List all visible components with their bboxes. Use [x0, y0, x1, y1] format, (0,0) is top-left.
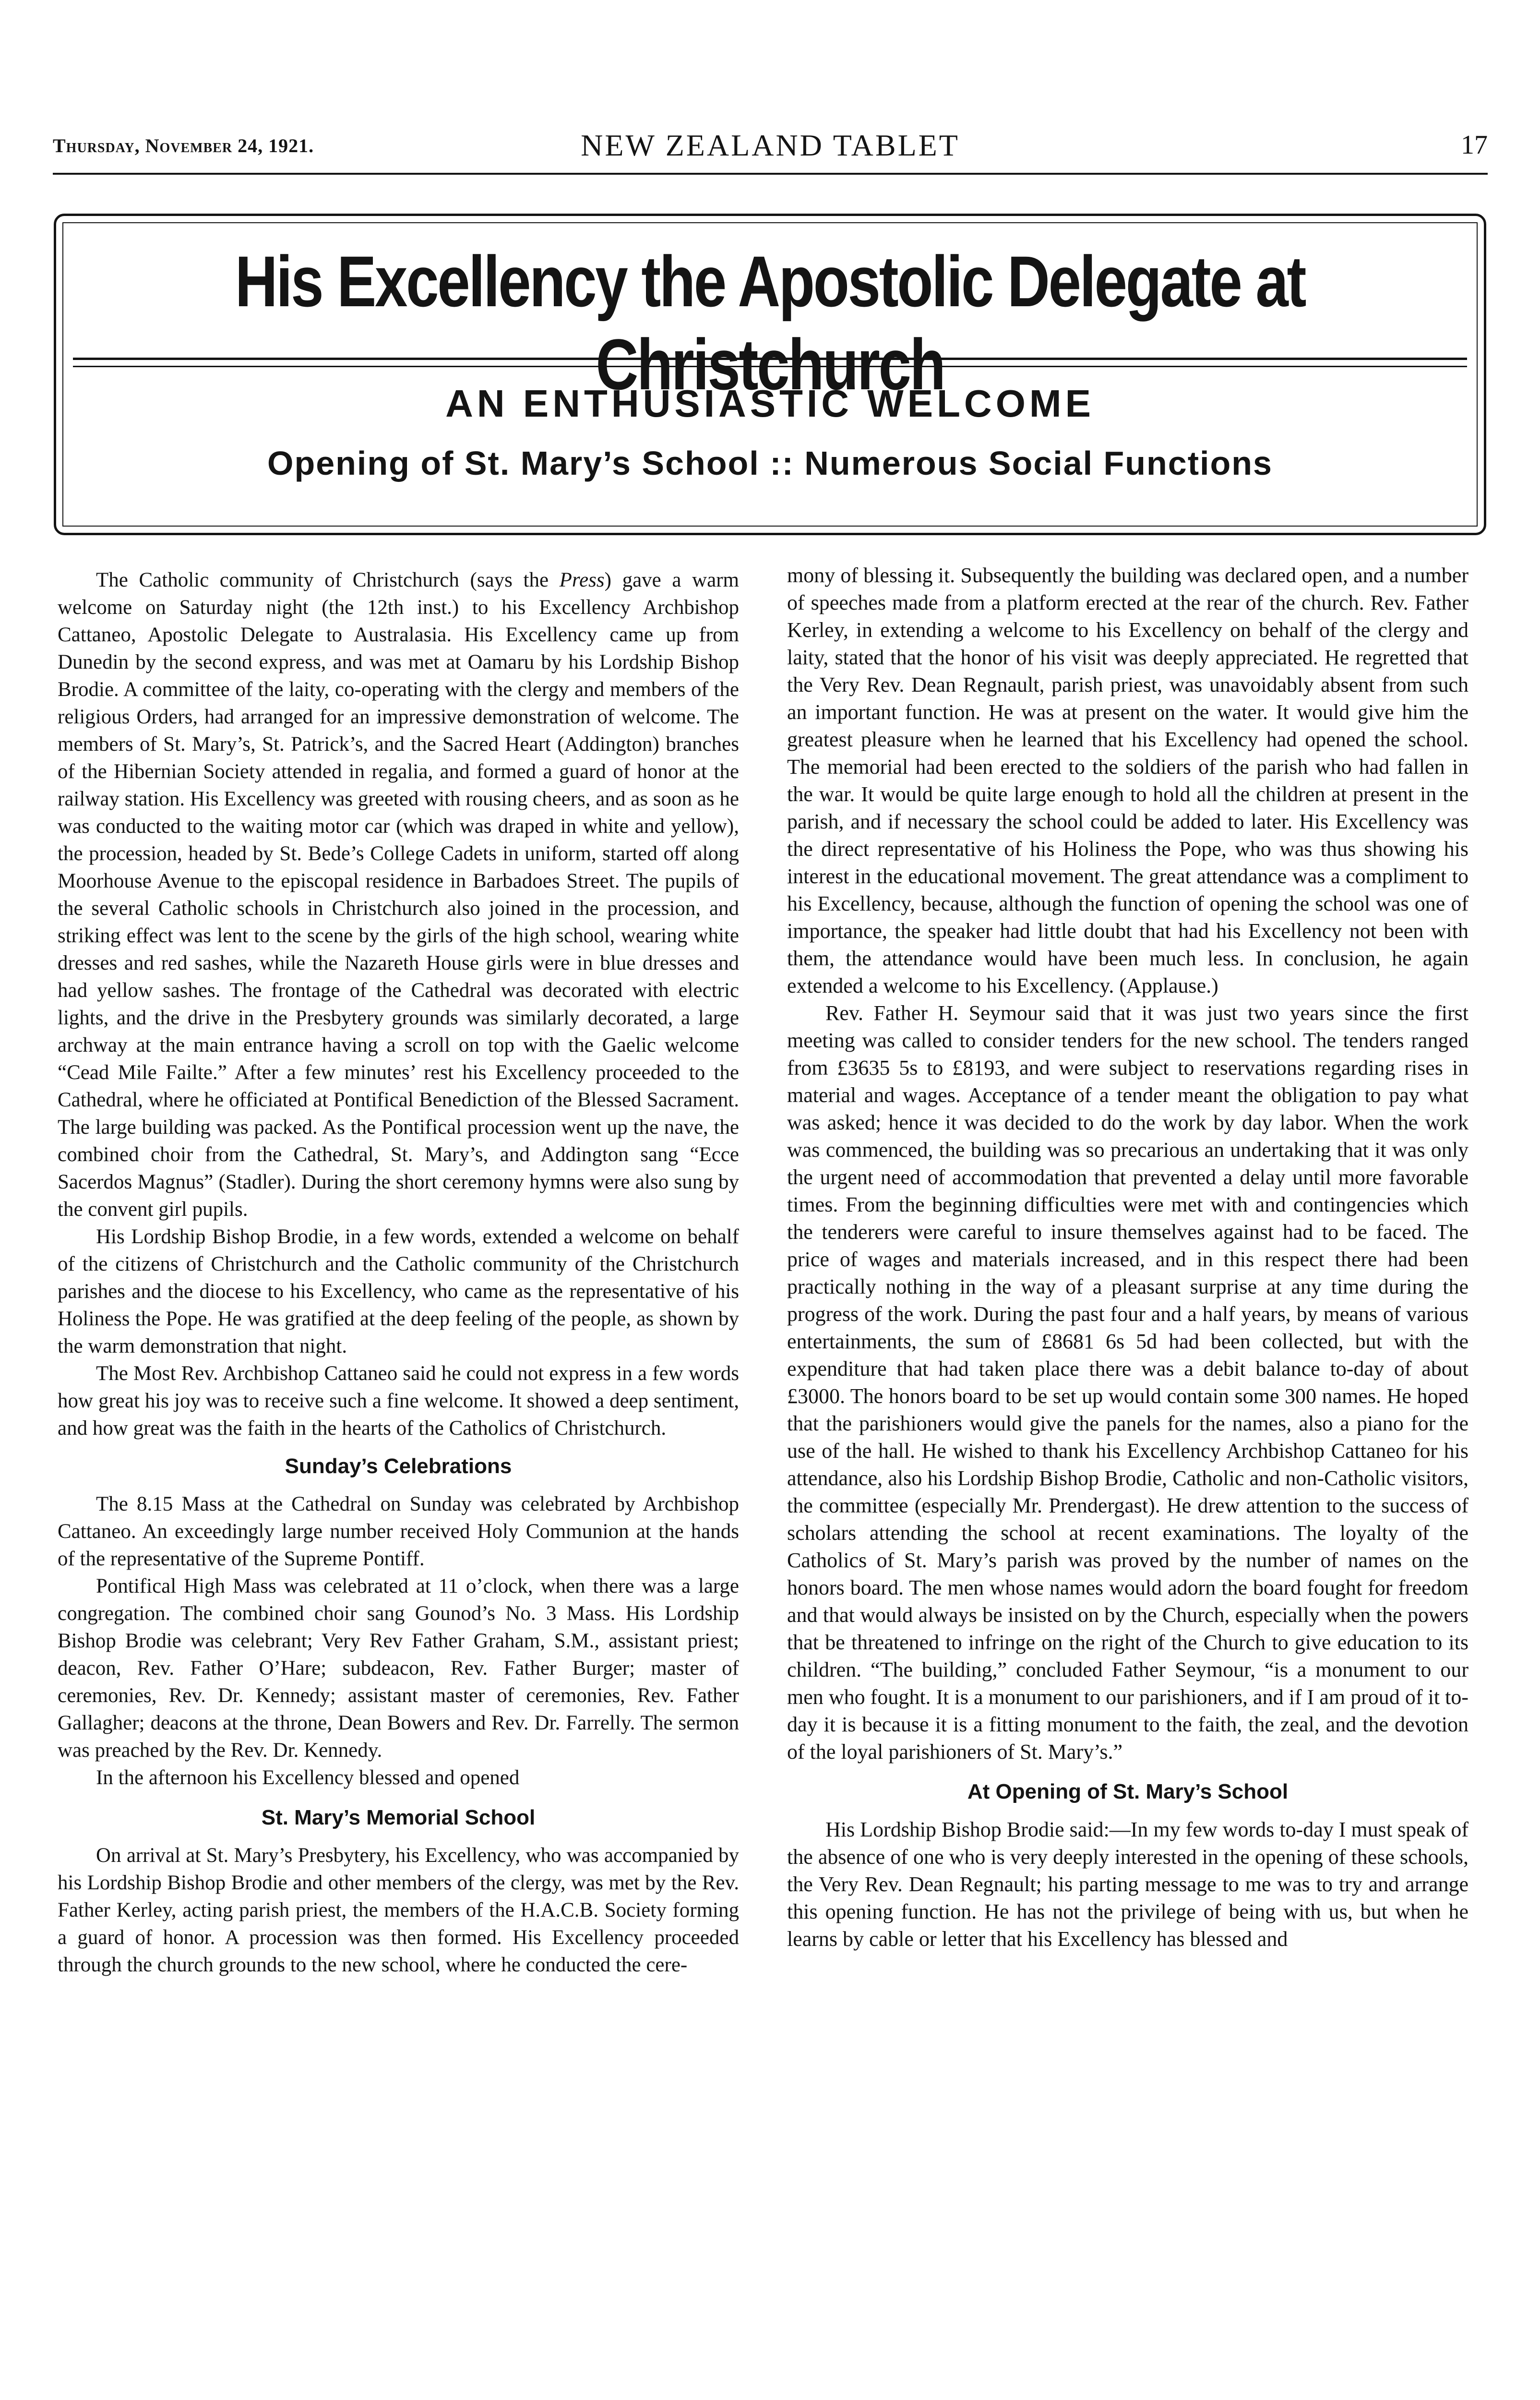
- paragraph-text: The Catholic community of Christchurch (says the: [96, 569, 560, 591]
- paragraph: Pontifical High Mass was celebrated at 11 o’clock, when there was a large congregation. The combined choir sang Gounod’s No. 3 Mass. His Lordship Bishop Brodie was celebrant; Very Rev Father Graham, S.M., assistant priest; deacon, Rev. Father O’Hare; subdeacon, Rev. Father Burger; master of ceremonies, Rev. Dr. Kennedy; assistant master of ceremonies, Rev. Father Gallagher; deacons at the throne, Dean Bowers and Rev. Dr. Farrelly. The sermon was preached by the Rev. Dr. Kennedy.: [58, 1575, 739, 1762]
- right-column: [787, 562, 1468, 1953]
- paragraph: On arrival at St. Mary’s Presbytery, his Excellency, who was accompanied by his Lordship Bishop Brodie and other members of the clergy, was met by the Rev. Father Kerley, acting parish priest, the members of the H.A.C.B. Society forming a guard of honor. A procession was then formed. His Excellency proceeded through the church grounds to the new school, where he conducted the cere-: [58, 1844, 739, 1976]
- paragraph: His Lordship Bishop Brodie said:—In my few words to-day I must speak of the absence of one who is very deeply interested in the opening of these schools, the Very Rev. Dean Regnault; his parting message to me was to try and arrange this opening function. He has not the privilege of being with us, but when he learns by cable or letter that his Excellency has blessed and: [787, 1818, 1468, 1951]
- paragraph: In the afternoon his Excellency blessed and opened: [96, 1766, 520, 1789]
- article-banner: [54, 214, 1486, 535]
- header-rule: [53, 173, 1488, 175]
- paragraph-text: ) gave a warm welcome on Saturday night (the 12th inst.) to his Excellency Archbishop Cattaneo, Apostolic Delegate to Australasia. His Excellency came up from Dunedin by the second express, and was met at Oamaru by his Lordship Bishop Brodie. A committee of the laity, co-operating with the clergy and members of the religious Orders, had arranged for an impressive demonstration of welcome. The members of St. Mary’s, St. Patrick’s, and the Sacred Heart (Addington) branches of the Hibernian Society attended in regalia, and formed a guard of honor at the railway station. His Excellency was greeted with rousing cheers, and as soon as he was conducted to the waiting motor car (which was draped in white and yellow), the procession, headed by St. Bede’s College Cadets in uniform, started off along Moorhouse Avenue to the episcopal residence in Barbadoes Street. The pupils of the several Catholic schools in Christchurch also joined in the procession, and striking effect was lent to the scene by the girls of the high school, wearing white dresses and red sashes, while the Nazareth House girls were in blue dresses and had yellow sashes. The frontage of the Cathedral was decorated with electric lights, and the drive in the Presbytery grounds was similarly decorated, a large archway at the main entrance having a scroll on top with the Gaelic welcome “Cead Mile Failte.” After a few minutes’ rest his Excellency proceeded to the Cathedral, where he officiated at Pontifical Benediction of the Blessed Sacrament. The large building was packed. As the Pontifical procession went up the nave, the combined choir from the Cathedral, St. Mary’s, and Addington sang “Ecce Sacerdos Magnus” (Stadler). During the short ceremony hymns were also sung by the convent girl pupils.: [58, 569, 739, 1221]
- paragraph: His Lordship Bishop Brodie, in a few words, extended a welcome on behalf of the citizens of Christchurch and the Catholic community of the Christchurch parishes and the diocese to his Excellency, who came as the representative of his Holiness the Pope. He was gratified at the deep feeling of the people, as shown by the warm demonstration that night.: [58, 1225, 739, 1357]
- paragraph: Rev. Father H. Seymour said that it was just two years since the first meeting was called to consider tenders for the new school. The tenders ranged from £3635 5s to £8193, and were subject to reservations regarding rises in material and wages. Acceptance of a tender meant the obligation to pay what was asked; hence it was decided to do the work by day labor. When the work was commenced, the building was so precarious an undertaking that it was only the urgent need of accommodation that prevented a delay until more favorable times. From the beginning difficulties were met with and contingencies which the tenderers were careful to insure themselves against had to be faced. The price of wages and materials increased, and in this respect there had been practically nothing in the way of a pleasant surprise at any time during the progress of the work. During the past four and a half years, by means of various entertainments, the sum of £8681 6s 5d had been collected, but with the expenditure that had taken place there was a debit balance to-day of about £3000. The honors board to be set up would contain some 300 names. He hoped that the parishioners would give the panels for the names, also a piano for the use of the hall. He wished to thank his Excellency Archbishop Cattaneo for his attendance, also his Lordship Bishop Brodie, Catholic and non-Catholic visitors, the committee (especially Mr. Prendergast). He drew attention to the success of scholars attending the school at recent examinations. The loyalty of the Catholics of St. Mary’s parish was proved by the number of names on the honors board. The men whose names would adorn the board fought for freedom and that would always be insisted on by the Church, especially when the powers that be threatened to infringe on the right of the Church to give education to its children. “The building,” concluded Father Seymour, “is a monument to our men who fought. It is a monument to our parishioners, and if I am proud of it to-day it is because it is a fitting monument to the faith, the zeal, and the devotion of the loyal parishioners of St. Mary’s.”: [787, 1001, 1468, 1764]
- running-header: [53, 124, 1488, 167]
- banner-divider: [73, 358, 1467, 367]
- page-number: 17: [1461, 130, 1488, 160]
- press-italic: Press: [559, 569, 605, 591]
- section-heading-sunday: Sunday’s Celebrations: [285, 1454, 512, 1478]
- section-heading-memorial: St. Mary’s Memorial School: [261, 1806, 536, 1829]
- paragraph: The 8.15 Mass at the Cathedral on Sunday was celebrated by Archbishop Cattaneo. An exceedingly large number received Holy Communion at the hands of the representative of the Supreme Pontiff.: [58, 1493, 739, 1570]
- article-headline: His Excellency the Apostolic Delegate at Christchurch: [235, 241, 1305, 405]
- newspaper-title: NEW ZEALAND TABLET: [581, 128, 960, 162]
- article-subhead: AN ENTHUSIASTIC WELCOME: [445, 382, 1095, 425]
- paragraph: The Most Rev. Archbishop Cattaneo said he could not express in a few words how great his joy was to receive such a fine welcome. It showed a deep sentiment, and how great was the faith in the hearts of the Catholics of Christchurch.: [58, 1362, 739, 1440]
- paragraph: mony of blessing it. Subsequently the building was declared open, and a number of speeches made from a platform erected at the rear of the church. Rev. Father Kerley, in extending a welcome to his Excellency on behalf of the clergy and laity, stated that the honor of his visit was deeply appreciated. He regretted that the Very Rev. Dean Regnault, parish priest, was unavoidably absent from such an important function. He was at present on the water. It would give him the greatest pleasure when he learned that his Excellency had opened the school. The memorial had been erected to the soldiers of the parish who had fallen in the war. It would be quite large enough to hold all the children at present in the parish, and if necessary the school could be added to later. His Excellency was the direct representative of his Holiness the Pope, who was thus showing his interest in the educational movement. The great attendance was a compliment to his Excellency, because, although the function of opening the school was one of importance, the speaker had little doubt that had his Excellency not been with them, the attendance would have been much less. In conclusion, he again extended a welcome to his Excellency. (Applause.): [787, 564, 1468, 997]
- paragraph: [58, 566, 739, 1223]
- section-heading-opening: At Opening of St. Mary’s School: [967, 1780, 1289, 1803]
- left-column: [58, 566, 739, 1979]
- issue-date: Thursday, November 24, 1921.: [53, 135, 314, 156]
- article-subhead-secondary: Opening of St. Mary’s School :: Numerous Social Functions: [267, 444, 1273, 482]
